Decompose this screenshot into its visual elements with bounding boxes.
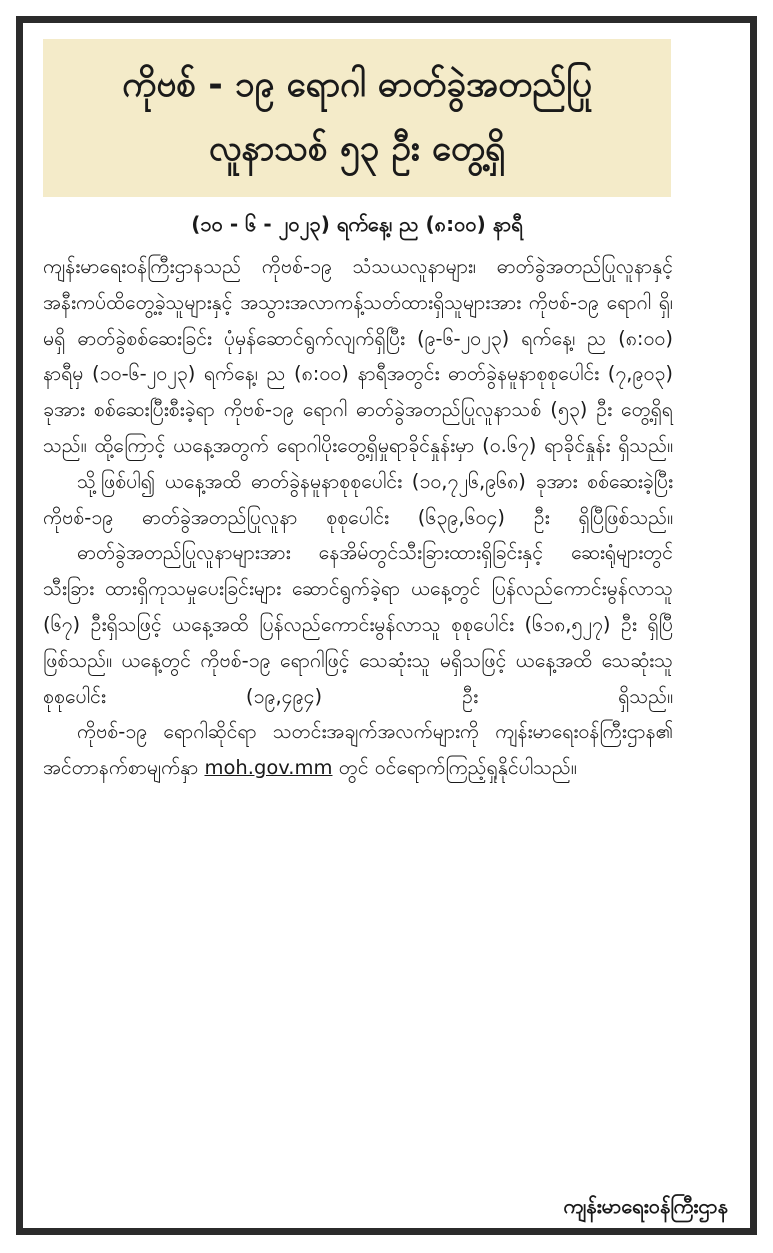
paragraph-4-tail: တွင် ဝင်ရောက်ကြည့်ရှုနိုင်ပါသည်။ [338, 756, 577, 780]
article-body [43, 249, 673, 786]
paragraph-3: ဓာတ်ခွဲအတည်ပြုလူနာများအား နေအိမ်တွင်သီးခြားထားရှိခြင်းနှင့် ဆေးရုံများတွင် သီးခြား ထားရှိကုသမှုပေးခြင်းများ ဆောင်ရွက်ခဲ့ရာ ယနေ့တွင် ပြန်လည်ကောင်းမွန်လာသူ (၆၇) ဦးရှိသဖြင့် ယနေ့အထိ ပြန်လည်ကောင်းမွန်လာသူ စုစုပေါင်း (၆၁၈,၅၂၇) ဦး ရှိပြီဖြစ်သည်။ ယနေ့တွင် ကိုဗစ်-၁၉ ရောဂါဖြင့် သေဆုံးသူ မရှိသဖြင့် ယနေ့အထိ သေဆုံးသူစုစုပေါင်း (၁၉,၄၉၄) ဦး ရှိသည်။ [43, 541, 673, 708]
headline-line-1: ကိုဗစ် - ၁၉ ရောဂါ ဓာတ်ခွဲအတည်ပြု [122, 65, 592, 105]
paragraph-1: ကျန်းမာရေးဝန်ကြီးဌာနသည် ကိုဗစ်-၁၉ သံသယလူနာများ၊ ဓာတ်ခွဲအတည်ပြုလူနာနှင့် အနီးကပ်ထိတွေ့ခဲ့သူများနှင့် အသွားအလာကန့်သတ်ထားရှိသူများအား ကိုဗစ်-၁၉ ရောဂါ ရှိ၊ မရှိ ဓာတ်ခွဲစစ်ဆေးခြင်း ပုံမှန်ဆောင်ရွက်လျက်ရှိပြီး (၉-၆-၂၀၂၃) ရက်နေ့၊ ည (၈:၀၀) နာရီမှ (၁၀-၆-၂၀၂၃) ရက်နေ့၊ ည (၈:၀၀) နာရီအတွင်း ဓာတ်ခွဲနမူနာစုစုပေါင်း (၇,၉၀၃) ခုအား စစ်ဆေးပြီးစီးခဲ့ရာ ကိုဗစ်-၁၉ ရောဂါ ဓာတ်ခွဲအတည်ပြုလူနာသစ် (၅၃) ဦး တွေ့ရှိရသည်။ ထို့ကြောင့် ယနေ့အတွက် ရောဂါပိုးတွေ့ရှိမှုရာခိုင်နှုန်းမှာ (၀.၆၇) ရာခိုင်နှုန်း ရှိသည်။ [43, 255, 673, 457]
ministry-website-link[interactable]: moh.gov.mm [204, 756, 333, 780]
paragraph-4 [43, 714, 673, 786]
headline-line-2: လူနာသစ် ၅၃ ဦး တွေ့ရှိ [208, 129, 506, 169]
news-article-frame [16, 16, 757, 1235]
paragraph-4-text: ကိုဗစ်-၁၉ ရောဂါဆိုင်ရာ သတင်းအချက်အလက်များကို ကျန်းမာရေးဝန်ကြီးဌာန၏ အင်တာနက်စာမျက်နှာ [43, 720, 673, 780]
headline-title [43, 53, 671, 181]
report-dateline: (၁၀ - ၆ - ၂၀၂၃) ရက်နေ့၊ ည (၈:၀၀) နာရီ [191, 212, 523, 236]
issuer-signature: ကျန်းမာရေးဝန်ကြီးဌာန [563, 1194, 728, 1218]
paragraph-2: သို့ဖြစ်ပါ၍ ယနေ့အထိ ဓာတ်ခွဲနမူနာစုစုပေါင်း (၁၀,၇၂၆,၉၆၈) ခုအား စစ်ဆေးခဲ့ပြီး ကိုဗစ်-၁၉ ဓာတ်ခွဲအတည်ပြုလူနာ စုစုပေါင်း (၆၃၉,၆၀၄) ဦး ရှိပြီဖြစ်သည်။ [43, 469, 673, 529]
headline-banner [43, 39, 671, 197]
